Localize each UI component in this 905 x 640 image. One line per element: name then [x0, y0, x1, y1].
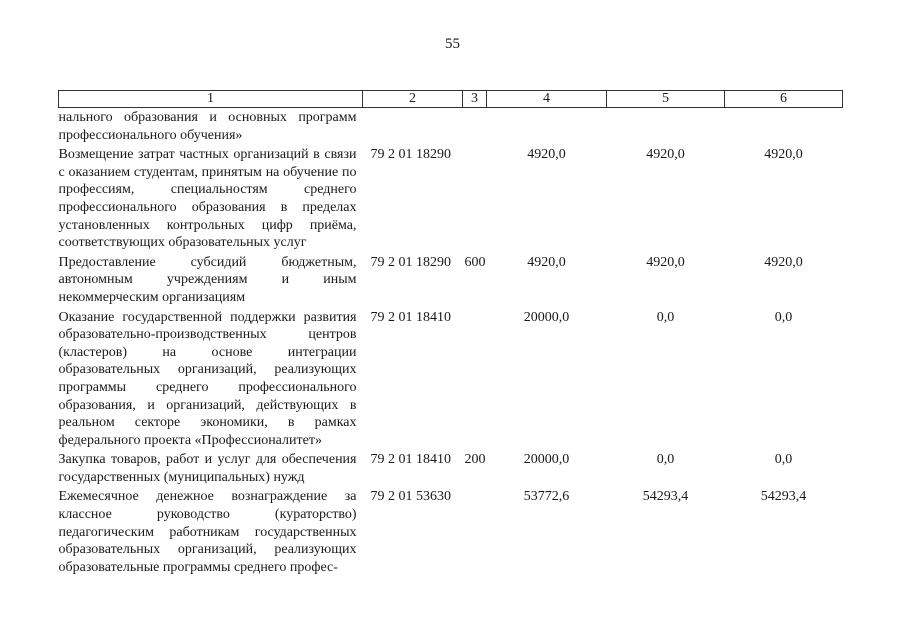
row-code: 79 2 01 18410	[370, 452, 451, 468]
row-description: Ежемесячное денежное вознаграждение за классное руководство (кураторство) педагогическим работникам государственных образовательных организаций, реализующих образовательные программы среднего профес-	[58, 489, 357, 575]
row-code: 79 2 01 53630	[370, 489, 451, 505]
row-value-col6: 0,0	[774, 452, 793, 468]
table-row	[59, 252, 843, 307]
row-expense-type	[463, 144, 487, 252]
row-value-col5	[607, 108, 725, 145]
row-value-col5: 0,0	[656, 309, 675, 325]
row-value-col6	[725, 108, 843, 145]
row-value-col5: 4920,0	[646, 147, 685, 163]
row-description: Закупка товаров, работ и услуг для обеспечения государственных (муниципальных) нужд	[58, 452, 357, 485]
row-code: 79 2 01 18410	[370, 309, 451, 325]
page-number: 55	[445, 36, 460, 52]
row-code	[363, 108, 463, 145]
column-header: 3	[463, 91, 487, 108]
row-value-col4	[487, 108, 607, 145]
row-value-col6: 4920,0	[764, 254, 803, 270]
row-expense-type	[463, 486, 487, 576]
column-header: 6	[725, 91, 843, 108]
row-expense-type	[463, 307, 487, 450]
table-row	[59, 486, 843, 576]
row-description: нального образования и основных программ профессионального обучения»	[58, 110, 357, 143]
column-header: 1	[59, 91, 363, 108]
table-row	[59, 307, 843, 450]
row-value-col6: 4920,0	[764, 147, 803, 163]
row-value-col5: 4920,0	[646, 254, 685, 270]
row-description: Оказание государственной поддержки развития образовательно-производственных центров (кластеров) на основе интеграции образовательных организаций, реализующих программы среднего профессионального образования, и организаций, действующих в реальном секторе экономики, в рамках федерального проекта «Профессионалитет»	[58, 309, 357, 448]
row-value-col4: 53772,6	[523, 489, 570, 505]
row-value-col6: 0,0	[774, 309, 793, 325]
column-header: 5	[607, 91, 725, 108]
row-expense-type	[463, 108, 487, 145]
row-value-col4: 4920,0	[527, 147, 566, 163]
row-description: Предоставление субсидий бюджетным, автономным учреждениям и иным некоммерческим организациям	[58, 254, 357, 305]
row-value-col6: 54293,4	[760, 489, 807, 505]
table-header	[59, 91, 843, 108]
row-code: 79 2 01 18290	[370, 147, 451, 163]
column-header: 2	[363, 91, 463, 108]
row-description: Возмещение затрат частных организаций в связи с оказанием студентам, принятым на обучение по профессиям, специальностям среднего профессионального образования в пределах установленных контрольных цифр приёма, соответствующих образовательных услуг	[58, 147, 357, 251]
row-expense-type: 600	[464, 254, 486, 270]
table-row	[59, 449, 843, 486]
column-header: 4	[487, 91, 607, 108]
row-value-col4: 20000,0	[523, 309, 570, 325]
row-value-col4: 20000,0	[523, 452, 570, 468]
row-value-col4: 4920,0	[527, 254, 566, 270]
budget-table	[58, 90, 843, 576]
row-code: 79 2 01 18290	[370, 254, 451, 270]
row-value-col5: 54293,4	[642, 489, 689, 505]
row-expense-type: 200	[464, 452, 486, 468]
table-row	[59, 108, 843, 145]
row-value-col5: 0,0	[656, 452, 675, 468]
table-row	[59, 144, 843, 252]
